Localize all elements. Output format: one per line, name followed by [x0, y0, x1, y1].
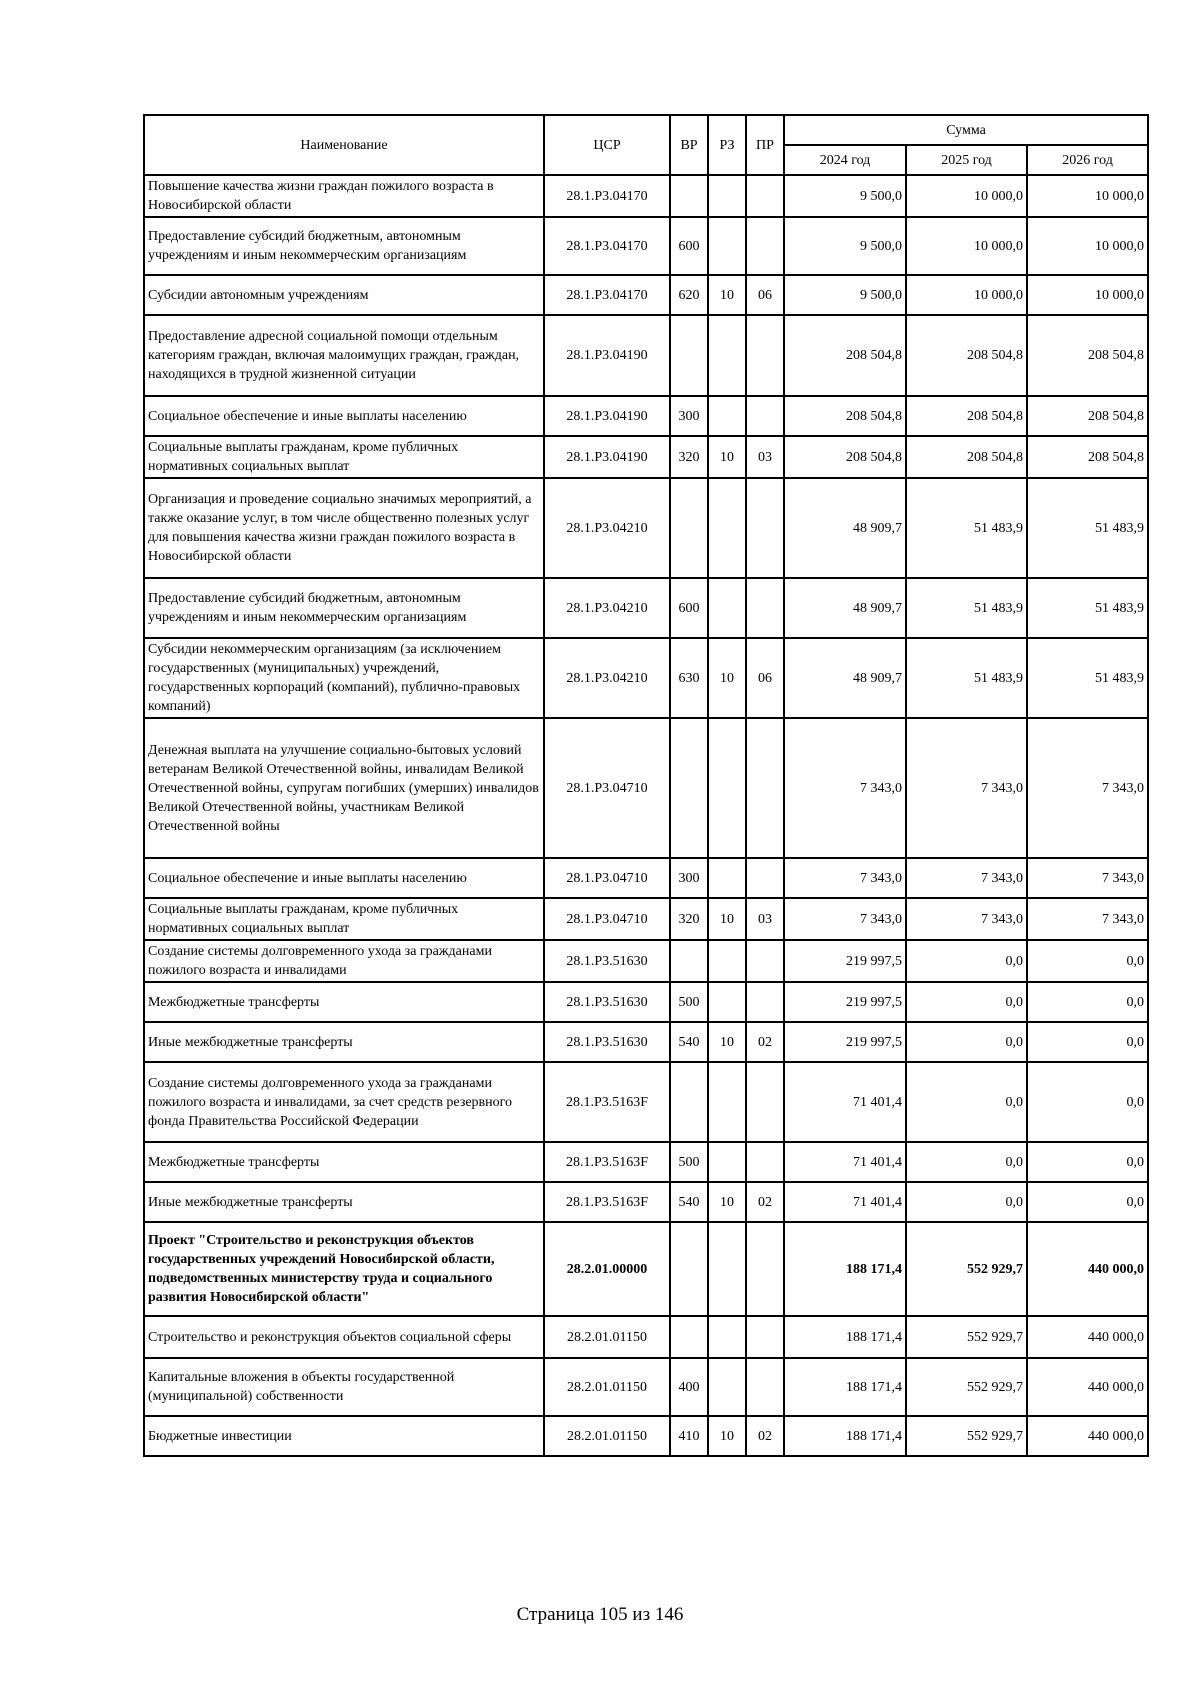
table-row [144, 1022, 1148, 1062]
row-sum-2025: 0,0 [906, 1142, 1027, 1182]
row-csr: 28.1.P3.04210 [544, 578, 670, 638]
row-sum-2024: 9 500,0 [784, 275, 906, 315]
row-sum-2026: 51 483,9 [1027, 478, 1148, 578]
row-sum-2024: 7 343,0 [784, 718, 906, 858]
row-sum-2026: 440 000,0 [1027, 1358, 1148, 1416]
row-rz [708, 1358, 746, 1416]
row-name: Предоставление субсидий бюджетным, автономным учреждениям и иным некоммерческим организациям [144, 578, 544, 638]
table-row [144, 396, 1148, 436]
row-sum-2024: 7 343,0 [784, 898, 906, 940]
table-row [144, 217, 1148, 275]
row-sum-2026: 208 504,8 [1027, 436, 1148, 478]
row-rz: 10 [708, 638, 746, 718]
row-csr: 28.1.P3.5163F [544, 1182, 670, 1222]
row-rz: 10 [708, 1182, 746, 1222]
table-row [144, 1142, 1148, 1182]
row-sum-2024: 188 171,4 [784, 1222, 906, 1316]
row-sum-2025: 51 483,9 [906, 578, 1027, 638]
row-sum-2025: 552 929,7 [906, 1316, 1027, 1358]
row-sum-2026: 7 343,0 [1027, 718, 1148, 858]
row-rz [708, 478, 746, 578]
row-sum-2026: 0,0 [1027, 982, 1148, 1022]
row-vr: 410 [670, 1416, 708, 1456]
row-csr: 28.1.P3.04190 [544, 436, 670, 478]
row-name: Социальные выплаты гражданам, кроме публичных нормативных социальных выплат [144, 898, 544, 940]
row-name: Социальное обеспечение и иные выплаты населению [144, 858, 544, 898]
row-sum-2024: 7 343,0 [784, 858, 906, 898]
row-csr: 28.1.P3.04170 [544, 217, 670, 275]
row-csr: 28.1.P3.04170 [544, 175, 670, 217]
row-sum-2024: 188 171,4 [784, 1416, 906, 1456]
row-pr [746, 1316, 784, 1358]
row-pr: 03 [746, 436, 784, 478]
row-sum-2024: 9 500,0 [784, 217, 906, 275]
row-sum-2025: 552 929,7 [906, 1416, 1027, 1456]
row-sum-2024: 71 401,4 [784, 1062, 906, 1142]
row-csr: 28.1.P3.04190 [544, 396, 670, 436]
row-sum-2026: 51 483,9 [1027, 638, 1148, 718]
row-name: Бюджетные инвестиции [144, 1416, 544, 1456]
row-sum-2025: 552 929,7 [906, 1222, 1027, 1316]
row-rz [708, 396, 746, 436]
header-pr: ПР [746, 115, 784, 175]
row-vr: 600 [670, 217, 708, 275]
row-sum-2024: 188 171,4 [784, 1316, 906, 1358]
row-sum-2024: 71 401,4 [784, 1142, 906, 1182]
row-csr: 28.2.01.01150 [544, 1416, 670, 1456]
table-row [144, 1182, 1148, 1222]
table-row [144, 478, 1148, 578]
row-sum-2025: 51 483,9 [906, 478, 1027, 578]
row-rz [708, 940, 746, 982]
row-sum-2025: 0,0 [906, 940, 1027, 982]
row-pr: 03 [746, 898, 784, 940]
row-sum-2025: 10 000,0 [906, 275, 1027, 315]
header-rz: РЗ [708, 115, 746, 175]
row-csr: 28.1.P3.51630 [544, 982, 670, 1022]
row-sum-2025: 7 343,0 [906, 858, 1027, 898]
row-sum-2024: 219 997,5 [784, 982, 906, 1022]
table-row [144, 638, 1148, 718]
table-row [144, 858, 1148, 898]
row-vr [670, 1222, 708, 1316]
row-pr [746, 217, 784, 275]
row-sum-2025: 0,0 [906, 982, 1027, 1022]
row-name: Создание системы долговременного ухода за гражданами пожилого возраста и инвалидами, за счет средств резервного фонда Правительства Российской Федерации [144, 1062, 544, 1142]
header-vr: ВР [670, 115, 708, 175]
row-name: Предоставление субсидий бюджетным, автономным учреждениям и иным некоммерческим организациям [144, 217, 544, 275]
row-vr: 320 [670, 898, 708, 940]
row-rz: 10 [708, 898, 746, 940]
row-rz [708, 217, 746, 275]
row-sum-2026: 208 504,8 [1027, 315, 1148, 396]
row-pr: 02 [746, 1416, 784, 1456]
row-name: Социальное обеспечение и иные выплаты населению [144, 396, 544, 436]
table-row [144, 315, 1148, 396]
row-sum-2026: 10 000,0 [1027, 175, 1148, 217]
row-pr [746, 982, 784, 1022]
row-vr: 500 [670, 1142, 708, 1182]
row-rz: 10 [708, 1416, 746, 1456]
row-rz [708, 718, 746, 858]
row-rz [708, 982, 746, 1022]
row-pr [746, 858, 784, 898]
row-name: Субсидии некоммерческим организациям (за исключением государственных (муниципальных) учреждений, государственных корпораций (компаний), публично-правовых компаний) [144, 638, 544, 718]
row-vr: 600 [670, 578, 708, 638]
table-header [144, 115, 1148, 175]
row-name: Социальные выплаты гражданам, кроме публичных нормативных социальных выплат [144, 436, 544, 478]
row-vr: 540 [670, 1022, 708, 1062]
row-pr [746, 940, 784, 982]
row-sum-2024: 219 997,5 [784, 1022, 906, 1062]
row-vr: 320 [670, 436, 708, 478]
row-csr: 28.1.P3.04710 [544, 718, 670, 858]
table-row [144, 1416, 1148, 1456]
row-pr [746, 396, 784, 436]
row-name: Капитальные вложения в объекты государственной (муниципальной) собственности [144, 1358, 544, 1416]
table-row [144, 940, 1148, 982]
row-pr [746, 1222, 784, 1316]
row-csr: 28.1.P3.04190 [544, 315, 670, 396]
row-vr: 540 [670, 1182, 708, 1222]
row-rz [708, 858, 746, 898]
row-pr: 02 [746, 1182, 784, 1222]
table-row [144, 175, 1148, 217]
row-sum-2026: 10 000,0 [1027, 275, 1148, 315]
row-sum-2025: 0,0 [906, 1062, 1027, 1142]
row-vr [670, 315, 708, 396]
row-sum-2026: 51 483,9 [1027, 578, 1148, 638]
table-row [144, 436, 1148, 478]
row-sum-2025: 10 000,0 [906, 217, 1027, 275]
table-row [144, 718, 1148, 858]
row-rz: 10 [708, 1022, 746, 1062]
header-csr: ЦСР [544, 115, 670, 175]
row-vr: 630 [670, 638, 708, 718]
row-pr [746, 1358, 784, 1416]
row-vr [670, 940, 708, 982]
row-pr: 06 [746, 275, 784, 315]
row-sum-2024: 208 504,8 [784, 315, 906, 396]
table-row [144, 1222, 1148, 1316]
row-sum-2024: 71 401,4 [784, 1182, 906, 1222]
row-pr [746, 1062, 784, 1142]
row-name: Повышение качества жизни граждан пожилого возраста в Новосибирской области [144, 175, 544, 217]
row-csr: 28.1.P3.04210 [544, 638, 670, 718]
row-vr [670, 1316, 708, 1358]
row-vr: 400 [670, 1358, 708, 1416]
row-sum-2024: 208 504,8 [784, 396, 906, 436]
row-name: Иные межбюджетные трансферты [144, 1182, 544, 1222]
row-sum-2024: 9 500,0 [784, 175, 906, 217]
row-sum-2024: 188 171,4 [784, 1358, 906, 1416]
row-pr: 06 [746, 638, 784, 718]
row-vr: 300 [670, 858, 708, 898]
row-vr [670, 718, 708, 858]
row-rz [708, 175, 746, 217]
row-sum-2024: 48 909,7 [784, 638, 906, 718]
row-csr: 28.1.P3.51630 [544, 1022, 670, 1062]
row-name: Межбюджетные трансферты [144, 1142, 544, 1182]
table-body [144, 175, 1148, 1456]
row-rz: 10 [708, 436, 746, 478]
row-vr: 500 [670, 982, 708, 1022]
row-rz [708, 1062, 746, 1142]
row-pr [746, 175, 784, 217]
row-csr: 28.1.P3.04170 [544, 275, 670, 315]
row-sum-2026: 440 000,0 [1027, 1316, 1148, 1358]
header-year-2024: 2024 год [784, 145, 906, 175]
row-sum-2025: 208 504,8 [906, 436, 1027, 478]
row-sum-2026: 440 000,0 [1027, 1222, 1148, 1316]
row-rz [708, 1222, 746, 1316]
table-row [144, 1316, 1148, 1358]
row-name: Проект "Строительство и реконструкция объектов государственных учреждений Новосибирской области, подведомственных министерству труда и социального развития Новосибирской области" [144, 1222, 544, 1316]
row-sum-2025: 552 929,7 [906, 1358, 1027, 1416]
row-csr: 28.1.P3.5163F [544, 1062, 670, 1142]
row-csr: 28.2.01.01150 [544, 1358, 670, 1416]
row-sum-2025: 51 483,9 [906, 638, 1027, 718]
row-rz [708, 1316, 746, 1358]
row-sum-2026: 10 000,0 [1027, 217, 1148, 275]
row-pr [746, 315, 784, 396]
row-sum-2026: 208 504,8 [1027, 396, 1148, 436]
row-sum-2026: 7 343,0 [1027, 858, 1148, 898]
header-year-2026: 2026 год [1027, 145, 1148, 175]
table-row [144, 1062, 1148, 1142]
header-name: Наименование [144, 115, 544, 175]
row-sum-2025: 7 343,0 [906, 898, 1027, 940]
table-row [144, 275, 1148, 315]
row-csr: 28.2.01.00000 [544, 1222, 670, 1316]
row-sum-2026: 440 000,0 [1027, 1416, 1148, 1456]
row-name: Субсидии автономным учреждениям [144, 275, 544, 315]
row-csr: 28.1.P3.04210 [544, 478, 670, 578]
row-sum-2024: 219 997,5 [784, 940, 906, 982]
row-sum-2024: 48 909,7 [784, 478, 906, 578]
budget-table [143, 114, 1149, 1457]
row-name: Иные межбюджетные трансферты [144, 1022, 544, 1062]
row-pr: 02 [746, 1022, 784, 1062]
row-name: Межбюджетные трансферты [144, 982, 544, 1022]
row-name: Организация и проведение социально значимых мероприятий, а также оказание услуг, в том числе общественно полезных услуг для повышения качества жизни граждан пожилого возраста в Новосибирской области [144, 478, 544, 578]
row-sum-2025: 10 000,0 [906, 175, 1027, 217]
table-row [144, 578, 1148, 638]
table-row [144, 982, 1148, 1022]
row-sum-2025: 208 504,8 [906, 396, 1027, 436]
row-name: Предоставление адресной социальной помощи отдельным категориям граждан, включая малоимущих граждан, граждан, находящихся в трудной жизненной ситуации [144, 315, 544, 396]
row-rz [708, 1142, 746, 1182]
page-number: Страница 105 из 146 [516, 1604, 684, 1625]
row-vr: 620 [670, 275, 708, 315]
row-sum-2026: 0,0 [1027, 940, 1148, 982]
row-csr: 28.1.P3.04710 [544, 898, 670, 940]
row-rz [708, 315, 746, 396]
row-vr [670, 478, 708, 578]
table-row [144, 1358, 1148, 1416]
row-sum-2025: 208 504,8 [906, 315, 1027, 396]
row-sum-2025: 0,0 [906, 1182, 1027, 1222]
row-vr: 300 [670, 396, 708, 436]
row-rz: 10 [708, 275, 746, 315]
row-pr [746, 478, 784, 578]
row-name: Строительство и реконструкция объектов социальной сферы [144, 1316, 544, 1358]
row-csr: 28.1.P3.51630 [544, 940, 670, 982]
table-row [144, 898, 1148, 940]
row-vr [670, 175, 708, 217]
row-name: Создание системы долговременного ухода за гражданами пожилого возраста и инвалидами [144, 940, 544, 982]
row-sum-2025: 7 343,0 [906, 718, 1027, 858]
row-pr [746, 718, 784, 858]
row-sum-2025: 0,0 [906, 1022, 1027, 1062]
row-sum-2026: 0,0 [1027, 1022, 1148, 1062]
row-sum-2024: 48 909,7 [784, 578, 906, 638]
row-sum-2026: 0,0 [1027, 1182, 1148, 1222]
row-csr: 28.1.P3.5163F [544, 1142, 670, 1182]
row-pr [746, 1142, 784, 1182]
row-pr [746, 578, 784, 638]
header-sum: Сумма [784, 115, 1148, 145]
header-year-2025: 2025 год [906, 145, 1027, 175]
row-csr: 28.2.01.01150 [544, 1316, 670, 1358]
row-name: Денежная выплата на улучшение социально-бытовых условий ветеранам Великой Отечественной войны, инвалидам Великой Отечественной войны, супругам погибших (умерших) инвалидов Великой Отечественной войны, участникам Великой Отечественной войны [144, 718, 544, 858]
row-sum-2026: 7 343,0 [1027, 898, 1148, 940]
row-rz [708, 578, 746, 638]
row-vr [670, 1062, 708, 1142]
row-csr: 28.1.P3.04710 [544, 858, 670, 898]
row-sum-2024: 208 504,8 [784, 436, 906, 478]
row-sum-2026: 0,0 [1027, 1062, 1148, 1142]
row-sum-2026: 0,0 [1027, 1142, 1148, 1182]
